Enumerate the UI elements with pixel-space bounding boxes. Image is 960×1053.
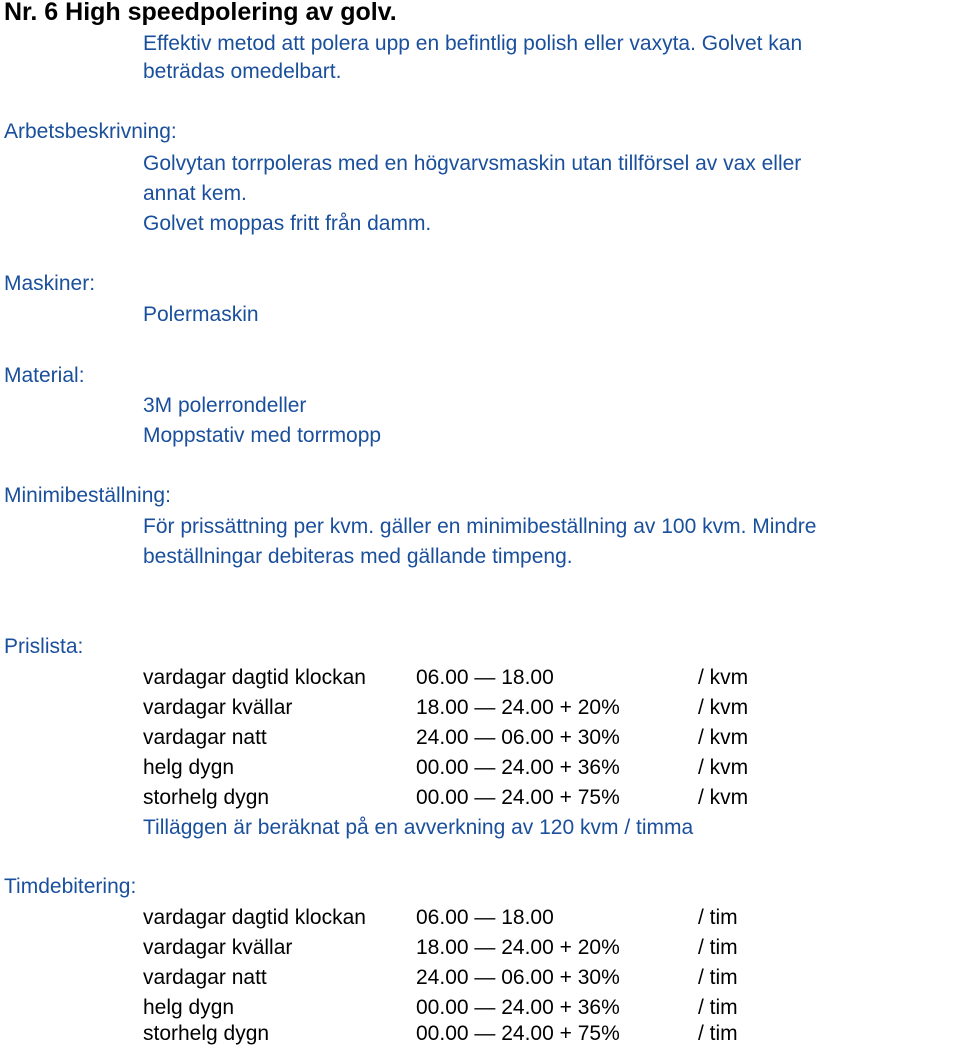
row-unit: / tim	[698, 1022, 738, 1045]
row-label: vardagar dagtid klockan	[143, 906, 366, 929]
row-unit: / kvm	[698, 726, 749, 749]
row-time: 24.00 — 06.00 + 30%	[416, 966, 620, 989]
row-unit: / kvm	[698, 666, 749, 689]
row-time: 06.00 — 18.00	[416, 906, 554, 929]
material-heading: Material:	[4, 364, 85, 387]
row-unit: / kvm	[698, 786, 749, 809]
intro-line-2: beträdas omedelbart.	[143, 60, 342, 83]
maskiner-heading: Maskiner:	[4, 272, 96, 295]
row-time: 18.00 — 24.00 + 20%	[416, 936, 620, 959]
arbetsbeskrivning-heading: Arbetsbeskrivning:	[4, 120, 177, 143]
row-label: storhelg dygn	[143, 786, 270, 809]
row-time: 18.00 — 24.00 + 20%	[416, 696, 620, 719]
row-time: 00.00 — 24.00 + 36%	[416, 756, 620, 779]
row-label: vardagar kvällar	[143, 696, 293, 719]
intro-line-1: Effektiv metod att polera upp en befintlig polish eller vaxyta. Golvet kan	[143, 32, 803, 55]
maskiner-item: Polermaskin	[143, 303, 259, 326]
prislista-note: Tilläggen är beräknat på en avverkning av 120 kvm / timma	[143, 816, 694, 839]
row-label: vardagar natt	[143, 966, 267, 989]
arbetsbeskrivning-line-3: Golvet moppas fritt från damm.	[143, 212, 432, 235]
row-time: 00.00 — 24.00 + 36%	[416, 996, 620, 1019]
row-label: vardagar kvällar	[143, 936, 293, 959]
row-unit: / tim	[698, 936, 738, 959]
material-item-2: Moppstativ med torrmopp	[143, 424, 382, 447]
material-item-1: 3M polerrondeller	[143, 394, 307, 417]
prislista-heading: Prislista:	[4, 635, 84, 658]
row-time: 06.00 — 18.00	[416, 666, 554, 689]
minimibestallning-line-1: För prissättning per kvm. gäller en minimibeställning av 100 kvm. Mindre	[143, 515, 817, 538]
timdebitering-heading: Timdebitering:	[4, 875, 137, 898]
row-time: 00.00 — 24.00 + 75%	[416, 786, 620, 809]
arbetsbeskrivning-line-2: annat kem.	[143, 182, 247, 205]
minimibestallning-line-2: beställningar debiteras med gällande timpeng.	[143, 545, 573, 568]
row-unit: / tim	[698, 966, 738, 989]
row-unit: / kvm	[698, 696, 749, 719]
row-label: vardagar dagtid klockan	[143, 666, 366, 689]
row-time: 00.00 — 24.00 + 75%	[416, 1022, 620, 1045]
row-label: helg dygn	[143, 756, 235, 779]
row-unit: / kvm	[698, 756, 749, 779]
row-time: 24.00 — 06.00 + 30%	[416, 726, 620, 749]
row-unit: / tim	[698, 996, 738, 1019]
row-unit: / tim	[698, 906, 738, 929]
page-title: Nr. 6 High speedpolering av golv.	[4, 0, 397, 26]
row-label: vardagar natt	[143, 726, 267, 749]
row-label: helg dygn	[143, 996, 235, 1019]
minimibestallning-heading: Minimibeställning:	[4, 484, 171, 507]
arbetsbeskrivning-line-1: Golvytan torrpoleras med en högvarvsmaskin utan tillförsel av vax eller	[143, 152, 802, 175]
row-label: storhelg dygn	[143, 1022, 270, 1045]
